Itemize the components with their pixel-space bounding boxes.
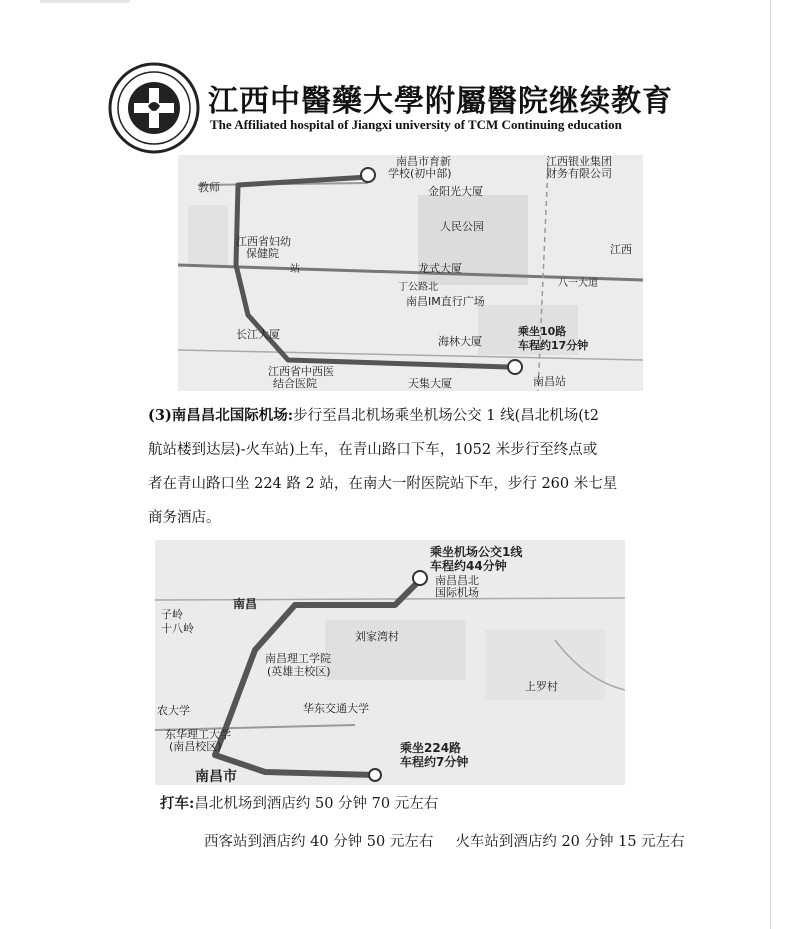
- map1-label: 龙式大厦: [418, 262, 462, 275]
- map2-label: 车程约44分钟: [430, 559, 507, 573]
- map2-label: (英雄主校区): [267, 665, 331, 678]
- scan-artifact: [40, 0, 130, 3]
- map1-label: 南昌市育新: [396, 155, 451, 168]
- map1-label: 江西银业集团: [546, 155, 612, 168]
- map2-label: 十八岭: [161, 622, 194, 635]
- route-map-airport: [155, 540, 625, 785]
- map2-label: 刘家湾村: [355, 630, 399, 643]
- route-map-train-station: [178, 155, 643, 391]
- map1-label: 结合医院: [273, 377, 317, 390]
- map1-label: 保健院: [246, 247, 279, 260]
- map1-label: 江西省中西医: [268, 365, 334, 378]
- map1-label: 海林大厦: [438, 335, 482, 348]
- taxi-train-station-fare: 火车站到酒店约 20 分钟 15 元左右: [455, 834, 685, 850]
- header-title-english: The Affiliated hospital of Jiangxi university of TCM Continuing education: [210, 117, 622, 132]
- map2-label: 车程约7分钟: [400, 755, 469, 769]
- map2-label: 华东交通大学: [303, 702, 369, 715]
- map2-label: 东华理工大学: [165, 728, 231, 741]
- map2-label: (南昌校区): [169, 740, 222, 753]
- map1-label: 丁公路北: [398, 282, 438, 293]
- taxi-airport-fare: 昌北机场到酒店约 50 分钟 70 元左右: [194, 796, 439, 812]
- header-title-chinese: 江西中醫藥大學附屬醫院继续教育: [208, 84, 673, 119]
- section-line-1: [148, 399, 668, 433]
- map1-label: 学校(初中部): [388, 167, 452, 180]
- section-text: 步行至昌北机场乘坐机场公交 1 线(昌北机场(t2: [293, 408, 599, 424]
- map1-label: 乘坐10路: [518, 325, 567, 338]
- map1-label: 长江大厦: [236, 328, 280, 341]
- taxi-label: 打车:: [160, 795, 195, 812]
- section-airport-directions: [148, 399, 668, 535]
- map1-label: 八一大道: [558, 278, 598, 289]
- taxi-info-line-1: [160, 792, 438, 813]
- map2-label: 南昌理工学院: [265, 652, 331, 665]
- map2-label: 子岭: [161, 608, 183, 621]
- map1-label: 财务有限公司: [546, 167, 612, 180]
- map1-label: 人民公园: [440, 220, 484, 233]
- map1-label: 南昌IM直行广场: [406, 295, 485, 308]
- section-line-3: 者在青山路口坐 224 路 2 站，在南大一附医院站下车，步行 260 米七星: [148, 476, 618, 492]
- section-line-2: 航站楼到达层)-火车站)上车，在青山路口下车，1052 米步行至终点或: [148, 442, 598, 458]
- map2-label: 南昌: [233, 597, 258, 611]
- map2-label: 乘坐机场公交1线: [430, 545, 523, 559]
- map2-label: 乘坐224路: [400, 741, 462, 755]
- taxi-west-station-fare: 西客站到酒店约 40 分钟 50 元左右: [204, 834, 434, 850]
- map1-label: 车程约17分钟: [518, 339, 589, 352]
- map2-label: 农大学: [157, 704, 190, 717]
- taxi-info-line-2: [204, 830, 685, 851]
- section-heading: (3)南昌昌北国际机场:: [148, 407, 294, 424]
- map2-label: 国际机场: [435, 586, 479, 599]
- map1-label: 天集大厦: [408, 377, 452, 390]
- hospital-logo: [108, 62, 200, 154]
- map1-label: 教师: [198, 181, 220, 194]
- map2-label: 上罗村: [525, 680, 558, 693]
- map1-label: 江西: [610, 243, 632, 256]
- map1-label: 金阳光大厦: [428, 185, 483, 198]
- map2-label: 南昌昌北: [435, 574, 479, 587]
- map1-label: 站: [290, 264, 300, 275]
- section-line-4: 商务酒店。: [148, 510, 221, 526]
- map2-label: 南昌市: [195, 769, 237, 785]
- map1-label: 江西省妇幼: [236, 235, 291, 248]
- map1-label: 南昌站: [533, 375, 566, 388]
- scan-edge-line: [770, 0, 771, 929]
